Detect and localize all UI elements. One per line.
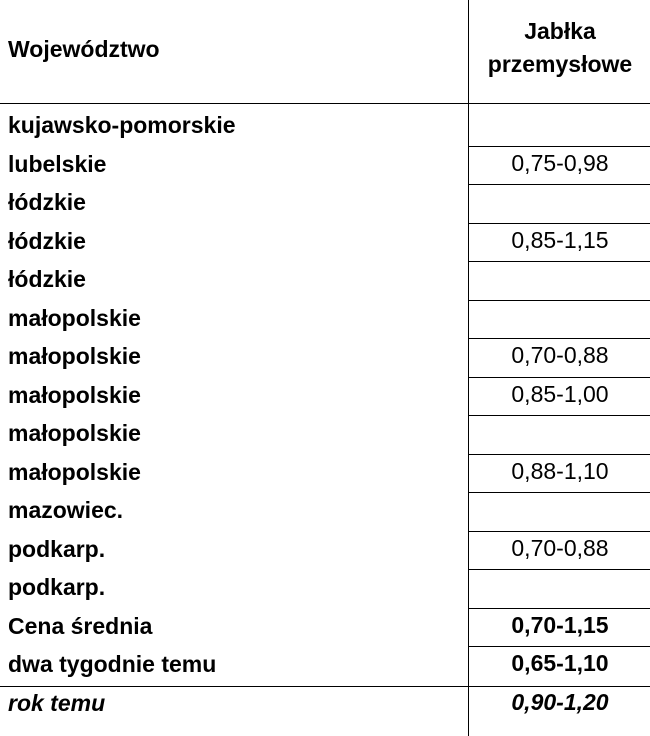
row-name: kujawsko-pomorskie — [8, 112, 236, 138]
row-name: podkarp. — [8, 535, 106, 562]
row-name: Cena średnia — [8, 612, 153, 639]
row-value: 0,88-1,10 — [511, 457, 609, 484]
row-name: rok temu — [8, 689, 106, 716]
row-value: 0,70-0,88 — [511, 342, 609, 368]
row-value: 0,70-0,88 — [511, 534, 609, 561]
table-row — [0, 147, 650, 186]
table-row — [0, 262, 650, 301]
row-name: małopolskie — [8, 381, 141, 408]
row-name: dwa tygodnie temu — [8, 651, 217, 677]
table-row — [0, 108, 650, 147]
header-jablka-przemyslowe — [470, 15, 650, 81]
row-value: 0,85-1,00 — [511, 380, 609, 407]
row-name: małopolskie — [8, 420, 141, 446]
table-row-year-ago — [0, 686, 650, 725]
row-name: małopolskie — [8, 458, 141, 485]
header-col2-line1: Jabłka — [524, 18, 596, 44]
table-row — [0, 185, 650, 224]
table-row — [0, 224, 650, 263]
table-row — [0, 339, 650, 378]
row-value: 0,70-1,15 — [511, 611, 609, 638]
row-name: łódzkie — [8, 227, 86, 254]
row-name: mazowiec. — [8, 497, 124, 523]
header-col2-line2: przemysłowe — [487, 51, 633, 77]
row-value: 0,90-1,20 — [511, 688, 609, 715]
row-name: lubelskie — [8, 150, 107, 177]
table-row-two-weeks-ago — [0, 647, 650, 686]
header-wojewodztwo: Województwo — [8, 36, 160, 62]
row-value: 0,85-1,15 — [511, 226, 609, 253]
row-value: 0,75-0,98 — [511, 149, 609, 176]
row-name: małopolskie — [8, 304, 141, 331]
row-name: łódzkie — [8, 189, 86, 215]
table-row — [0, 532, 650, 571]
price-table — [0, 108, 650, 724]
row-name: małopolskie — [8, 343, 141, 369]
table-row-average — [0, 609, 650, 648]
table-row — [0, 416, 650, 455]
table-row — [0, 455, 650, 494]
header-rule — [0, 103, 650, 104]
row-name: łódzkie — [8, 266, 86, 292]
table-row — [0, 301, 650, 340]
summary-rule — [0, 686, 650, 687]
table-row — [0, 493, 650, 532]
table-row — [0, 570, 650, 609]
row-name: podkarp. — [8, 574, 106, 600]
table-row — [0, 378, 650, 417]
row-value: 0,65-1,10 — [511, 650, 609, 676]
